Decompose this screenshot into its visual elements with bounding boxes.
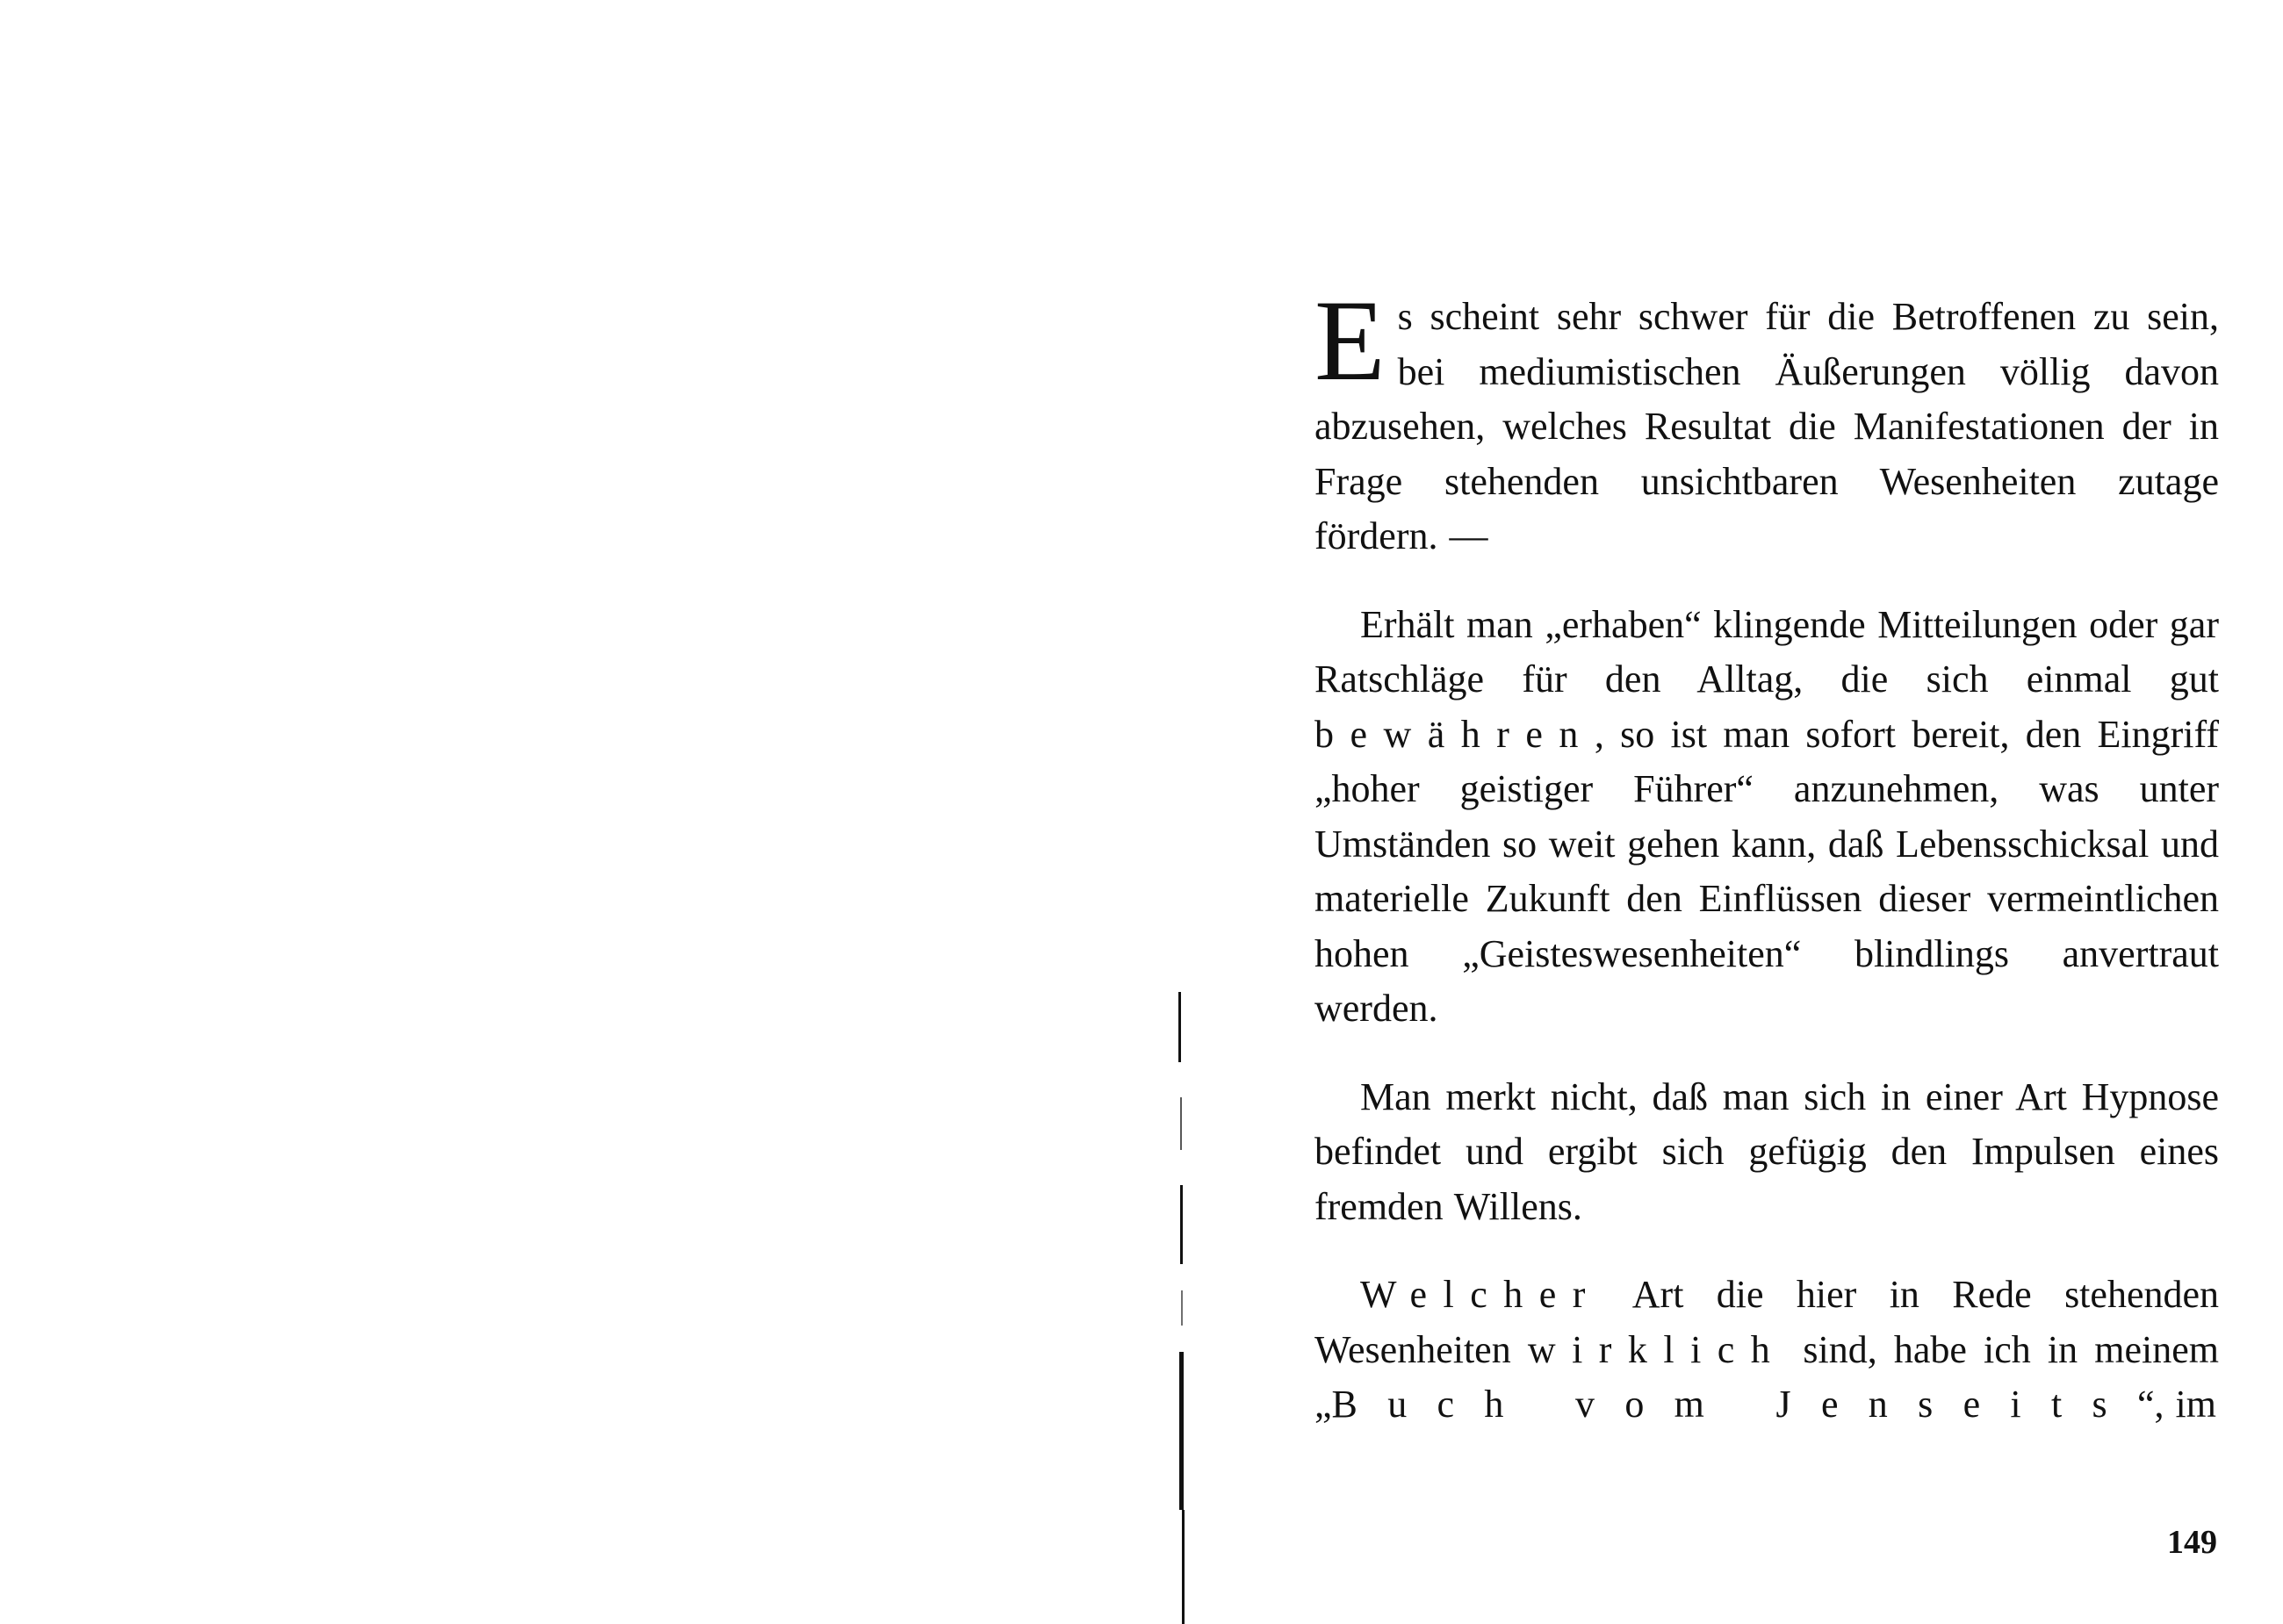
paragraph-4-text-c: “, im [2136,1383,2216,1426]
paragraph-4-text-b: sind, habe ich in meinem „ [1314,1327,2219,1426]
emphasized-word-welcher: Welcher [1360,1273,1602,1316]
drop-cap: E [1314,276,1386,405]
paragraph-1 [1314,276,2219,564]
book-title-emphasis: Buch vom Jenseits [1331,1383,2137,1426]
page-number: 149 [2167,1524,2217,1561]
book-gutter-shadow [1157,0,1192,1624]
book-page [1314,276,2219,1433]
paragraph-4-text-a: Art die hier in Rede stehenden Wesenheiten [1314,1273,2219,1371]
paragraph-2-text-b: , so ist man sofort bereit, den Eingriff „hoher geistiger Führer“ anzunehmen, was unter Umständen so weit gehen kann, daß Lebensschicksal und materielle Zukunft den Einflüssen dieser vermeintlichen hohen „Geisteswesenheiten“ blindlings anvertraut werden. [1314,712,2219,1030]
paragraph-4 [1314,1268,2219,1433]
paragraph-2-text-a: Erhält man „erhaben“ klingende Mitteilungen oder gar Ratschläge für den Alltag, die sich einmal gut [1314,602,2219,701]
emphasized-word-wirklich: wirklich [1527,1327,1787,1371]
emphasized-word-bewaehren: bewähren [1314,712,1595,756]
paragraph-1-text: s scheint sehr schwer für die Betroffenen zu sein, bei mediumistischen Äußerungen völlig davon abzusehen, welches Resultat die Manifestationen der in Frage stehenden unsichtbaren Wesenheiten zutage fördern. — [1314,295,2219,557]
paragraph-2 [1314,598,2219,1037]
paragraph-3: Man merkt nicht, daß man sich in einer Art Hypnose befindet und ergibt sich gefügig den Impulsen eines fremden Willens. [1314,1074,2219,1228]
